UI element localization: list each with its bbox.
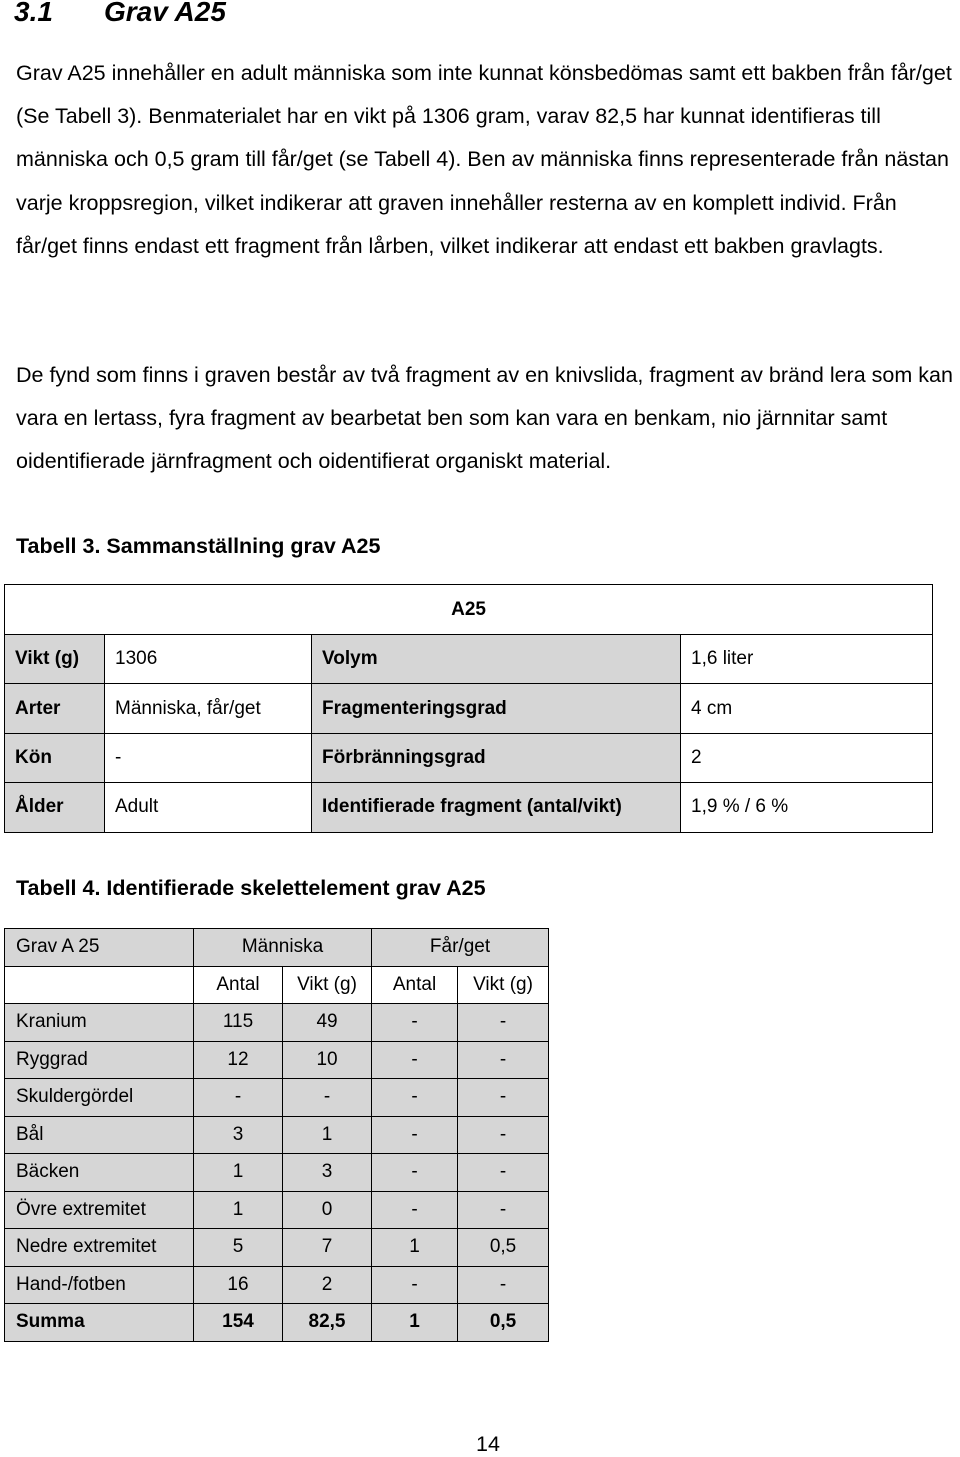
- element-name: Bäcken: [5, 1154, 194, 1192]
- section-number: 3.1: [14, 0, 53, 27]
- summary-table-header: A25: [5, 585, 933, 635]
- total-cell: 1: [372, 1304, 458, 1342]
- table-row: [5, 1266, 549, 1304]
- table4-group-header: Får/get: [372, 929, 549, 967]
- skeletal-elements-table: [4, 928, 549, 1342]
- table-cell: 1: [372, 1229, 458, 1267]
- table-cell: -: [194, 1079, 283, 1117]
- row-label: Arter: [5, 684, 105, 733]
- table-cell: 3: [283, 1154, 372, 1192]
- element-name: Bål: [5, 1116, 194, 1154]
- table-row: [5, 1154, 549, 1192]
- table-cell: 7: [283, 1229, 372, 1267]
- table4-subheader: Antal: [194, 966, 283, 1004]
- row-value: 1,9 % / 6 %: [681, 783, 933, 832]
- table-cell: 3: [194, 1116, 283, 1154]
- row-value: 4 cm: [681, 684, 933, 733]
- row-value: 1,6 liter: [681, 635, 933, 684]
- element-name: Kranium: [5, 1004, 194, 1042]
- table-cell: 1: [283, 1116, 372, 1154]
- table-cell: 0,5: [458, 1229, 549, 1267]
- total-cell: 0,5: [458, 1304, 549, 1342]
- row-value: Adult: [105, 783, 312, 832]
- table-cell: 5: [194, 1229, 283, 1267]
- table-row: [5, 684, 933, 733]
- paragraph-intro: Grav A25 innehåller en adult människa som inte kunnat könsbedömas samt ett bakben från får/get (Se Tabell 3). Benmaterialet har en vikt på 1306 gram, varav 82,5 har kunnat identifieras till människa och 0,5 gram till får/get (se Tabell 4). Ben av människa finns representerade från nästan varje kroppsregion, vilket indikerar att graven innehåller resterna av en komplett individ. Från får/get finns endast ett fragment från lårben, vilket indikerar att endast ett bakben gravlagts.: [16, 61, 952, 258]
- row-value: 1306: [105, 635, 312, 684]
- table-cell: -: [372, 1266, 458, 1304]
- table-cell: -: [458, 1191, 549, 1229]
- table-cell: 0: [283, 1191, 372, 1229]
- table-row: [5, 783, 933, 832]
- table-cell: -: [372, 1004, 458, 1042]
- row-label: Fragmenteringsgrad: [312, 684, 681, 733]
- table-row: [5, 635, 933, 684]
- table-row: [5, 1229, 549, 1267]
- table-row: [5, 1041, 549, 1079]
- table-cell: -: [458, 1041, 549, 1079]
- table4-caption: Tabell 4. Identifierade skelettelement grav A25: [16, 876, 486, 900]
- table-row: [5, 1191, 549, 1229]
- table-row: [5, 1004, 549, 1042]
- row-value: Människa, får/get: [105, 684, 312, 733]
- row-label: Vikt (g): [5, 635, 105, 684]
- summary-table: [4, 584, 933, 833]
- element-name: Skuldergördel: [5, 1079, 194, 1117]
- row-label: Volym: [312, 635, 681, 684]
- table-cell: -: [458, 1079, 549, 1117]
- row-value: 2: [681, 733, 933, 782]
- table4-col-header: Grav A 25: [5, 929, 194, 967]
- page-number: 14: [476, 1432, 500, 1456]
- table4-subheader: Vikt (g): [283, 966, 372, 1004]
- row-value: -: [105, 733, 312, 782]
- table-row: [5, 1079, 549, 1117]
- element-name: Nedre extremitet: [5, 1229, 194, 1267]
- total-cell: 154: [194, 1304, 283, 1342]
- table-cell: 2: [283, 1266, 372, 1304]
- table-cell: -: [372, 1041, 458, 1079]
- table-row: [5, 733, 933, 782]
- table4-group-header-row: [5, 929, 549, 967]
- total-label: Summa: [5, 1304, 194, 1342]
- row-label: Identifierade fragment (antal/vikt): [312, 783, 681, 832]
- row-label: Ålder: [5, 783, 105, 832]
- table-cell: -: [372, 1116, 458, 1154]
- table-cell: -: [458, 1116, 549, 1154]
- section-heading: [14, 0, 226, 30]
- table3-caption: Tabell 3. Sammanställning grav A25: [16, 534, 381, 558]
- table4-empty-cell: [5, 966, 194, 1004]
- table4-subheader-row: [5, 966, 549, 1004]
- element-name: Ryggrad: [5, 1041, 194, 1079]
- table-cell: 12: [194, 1041, 283, 1079]
- paragraph-finds: De fynd som finns i graven består av två fragment av en knivslida, fragment av bränd lera som kan vara en lertass, fyra fragment av bearbetat ben som kan vara en benkam, nio järnnitar samt oidentifierade järnfragment och oidentifierat organiskt material.: [16, 363, 953, 474]
- table4-total-row: [5, 1304, 549, 1342]
- table-cell: 49: [283, 1004, 372, 1042]
- row-label: Kön: [5, 733, 105, 782]
- table-cell: 16: [194, 1266, 283, 1304]
- section-title: Grav A25: [104, 0, 226, 27]
- summary-table-header-row: [5, 585, 933, 635]
- row-label: Förbränningsgrad: [312, 733, 681, 782]
- table-cell: 1: [194, 1154, 283, 1192]
- table-cell: -: [458, 1266, 549, 1304]
- table-cell: -: [283, 1079, 372, 1117]
- table-cell: -: [372, 1191, 458, 1229]
- table-cell: -: [458, 1154, 549, 1192]
- table-cell: 10: [283, 1041, 372, 1079]
- table4-subheader: Vikt (g): [458, 966, 549, 1004]
- table-cell: -: [372, 1079, 458, 1117]
- table-cell: -: [458, 1004, 549, 1042]
- element-name: Hand-/fotben: [5, 1266, 194, 1304]
- table4-subheader: Antal: [372, 966, 458, 1004]
- table-cell: 115: [194, 1004, 283, 1042]
- table-cell: -: [372, 1154, 458, 1192]
- table-cell: 1: [194, 1191, 283, 1229]
- table4-group-header: Människa: [194, 929, 372, 967]
- table-row: [5, 1116, 549, 1154]
- total-cell: 82,5: [283, 1304, 372, 1342]
- element-name: Övre extremitet: [5, 1191, 194, 1229]
